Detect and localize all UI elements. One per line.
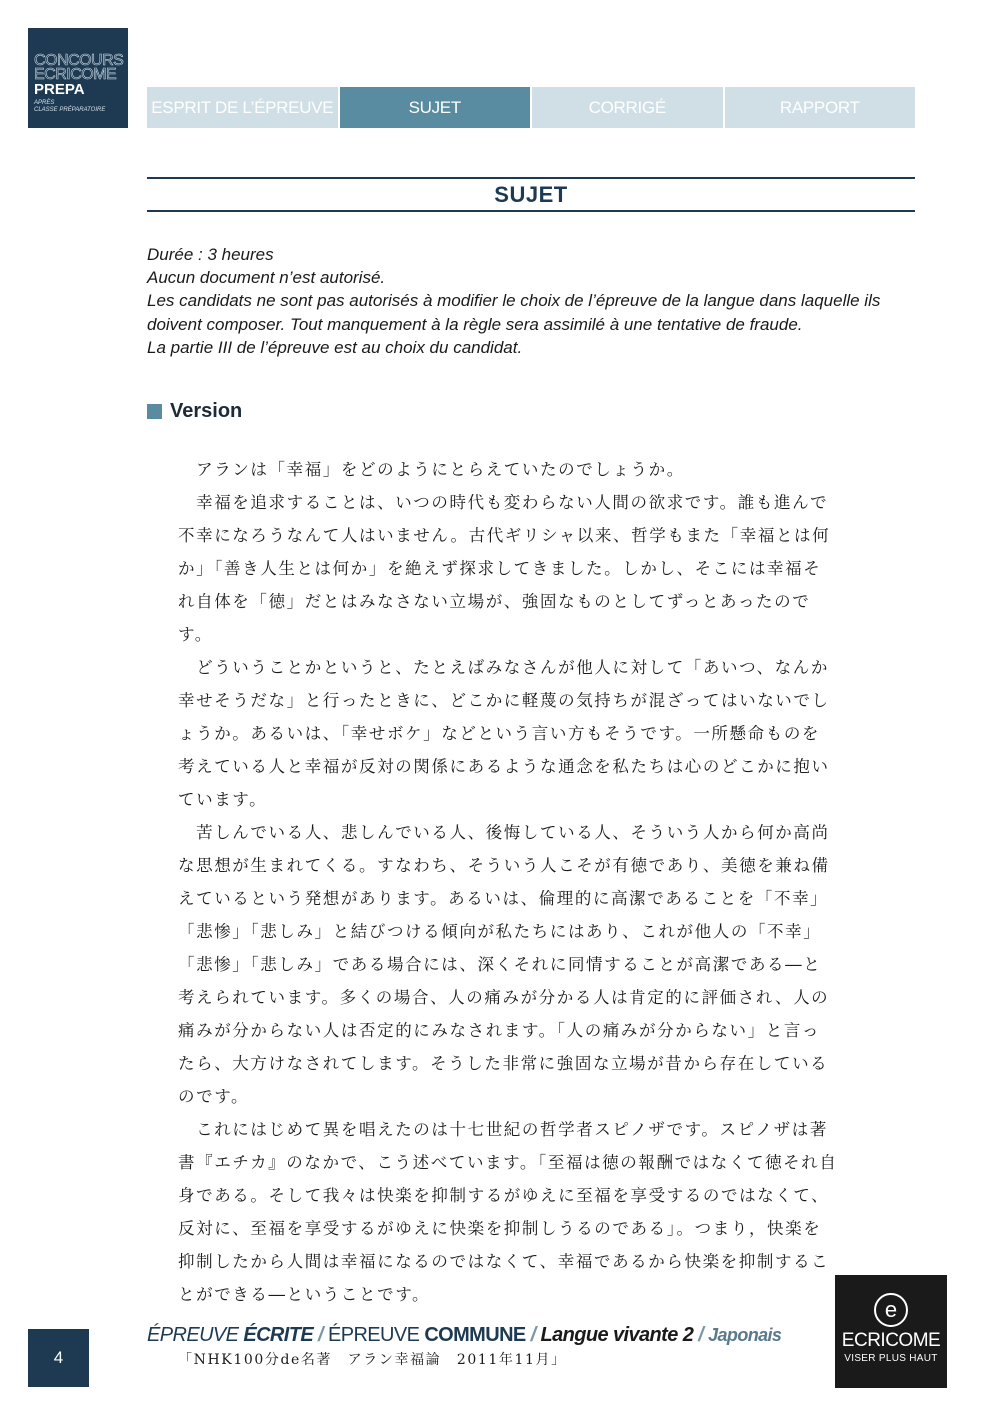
logo-subtitle-line2: CLASSE PRÉPARATOIRE xyxy=(34,107,106,113)
square-bullet-icon xyxy=(147,404,162,419)
brand-tagline: VISER PLUS HAUT xyxy=(844,1353,938,1364)
footer-japonais: Japonais xyxy=(708,1325,782,1345)
ecricome-e-icon xyxy=(874,1293,908,1327)
instruction-duration: Durée : 3 heures xyxy=(147,245,274,264)
footer-separator-2: / xyxy=(525,1324,541,1346)
page-heading xyxy=(147,177,915,212)
passage-paragraph-4: 苦しんでいる人、悲しんでいる人、後悔している人、そういう人から何か高尚な思想が生まれてくる。すなわち、そういう人こそが有徳であり、美徳を兼ね備えているという発想があります。あるいは、倫理的に高潔であることを「不幸」「悲惨」「悲しみ」と結びつける傾向が私たちにはあり、これが他人の「不幸」「悲惨」「悲しみ」である場合には、深くそれに同情することが高潔である―と考えられています。多くの場合、人の痛みが分かる人は肯定的に評価され、人の痛みが分からない人は否定的にみなされます。「人の痛みが分からない」と言ったら、大方けなされてします。そうした非常に強固な立場が昔から存在しているのです。 xyxy=(178,823,830,1106)
footer-separator-1: / xyxy=(313,1324,328,1346)
section-version xyxy=(147,400,242,423)
passage-paragraph-1: アランは「幸福」をどのようにとらえていたのでしょうか。 xyxy=(178,460,685,479)
passage-paragraph-5: これにはじめて異を唱えたのは十七世紀の哲学者スピノザです。スピノザは著書『エチカ』のなかで、こう述べています。「至福は徳の報酬ではなくて徳それ自身である。そして我々は快楽を抑制するがゆえに至福を享受するのではなくて、反対に、至福を享受するがゆえに快楽を抑制しうるのである」。つまり，快楽を抑制したから人間は幸福になるのではなくて、幸福であるから快楽を抑制することができる―ということです。 xyxy=(178,1120,838,1304)
passage-paragraph-2: 幸福を追求することは、いつの時代も変わらない人間の欲求です。誰も進んで不幸になろうなんて人はいません。古代ギリシャ以来、哲学もまた「幸福とは何か」「善き人生とは何か」を絶えず探求してきました。しかし、そこには幸福それ自体を「徳」だとはみなさない立場が、強固なものとしてずっとあったのです。 xyxy=(178,493,831,644)
page-title: SUJET xyxy=(494,181,568,207)
footer-ecrite: ÉCRITE xyxy=(243,1324,314,1346)
tab-sujet[interactable]: SUJET xyxy=(340,87,531,128)
section-title: Version xyxy=(170,400,243,422)
logo-line-prepa: PREPA xyxy=(34,81,85,98)
footer-separator-3: / xyxy=(693,1324,709,1346)
footer-exam-label xyxy=(147,1324,781,1347)
passage-paragraph-3: どういうことかというと、たとえばみなさんが他人に対して「あいつ、なんか幸せそうだな」と行ったときに、どこかに軽蔑の気持ちが混ざってはいないでしょうか。あるいは、「幸せボケ」などという言い方もそうです。一所懸命ものを考えている人と幸福が反対の関係にあるような通念を私たちは心のどこかに抱いています。 xyxy=(178,658,830,809)
logo-subtitle-line1: APRÈS xyxy=(34,100,55,106)
exam-instructions xyxy=(147,243,927,359)
passage-source: 「NHK100分de名著 アラン幸福論 2011年11月」 xyxy=(178,1352,567,1368)
brand-name: ECRICOME xyxy=(841,1330,941,1351)
section-tabs xyxy=(147,87,915,128)
logo-subtitle xyxy=(34,100,122,114)
tab-esprit-de-l-epreuve[interactable]: ESPRIT DE L’ÉPREUVE xyxy=(147,87,338,128)
tab-rapport[interactable]: RAPPORT xyxy=(725,87,916,128)
ecricome-brand-logo xyxy=(835,1275,947,1388)
page-number-label: 4 xyxy=(53,1348,64,1367)
page-number xyxy=(28,1329,89,1387)
brand-mark: e xyxy=(884,1297,898,1322)
footer-epreuve-1: ÉPREUVE xyxy=(147,1324,244,1346)
footer-epreuve-2: ÉPREUVE xyxy=(327,1324,425,1346)
instruction-part-iii: La partie III de l’épreuve est au choix du candidat. xyxy=(147,337,523,357)
footer-langue-vivante: Langue vivante 2 xyxy=(540,1324,694,1346)
logo-line-ecricome: ECRICOME xyxy=(34,66,117,83)
instruction-no-documents: Aucun document n’est autorisé. xyxy=(147,268,386,288)
instruction-language-rule: Les candidats ne sont pas autorisés à modifier le choix de l’épreuve de la langue dans laquelle ils doivent composer. Tout manquement à la règle sera assimilé à une tentative de fraude. xyxy=(147,291,881,334)
tab-corrige[interactable]: CORRIGÉ xyxy=(532,87,723,128)
footer-commune: COMMUNE xyxy=(424,1324,526,1346)
logo-line-concours: CONCOURS xyxy=(34,52,124,69)
ecricome-prepa-logo xyxy=(28,28,128,128)
